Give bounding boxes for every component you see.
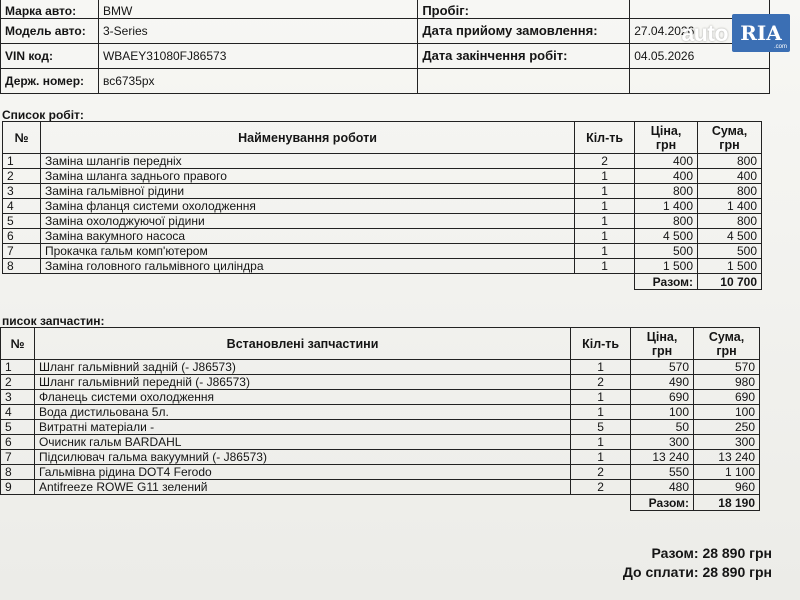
parts-row-name: Витратні матеріали - (34, 420, 570, 435)
works-row-name: Заміна шлангів передніх (40, 154, 574, 169)
vehicle-field-label: Марка авто: (1, 0, 99, 19)
parts-total-value: 18 190 (694, 495, 760, 511)
works-table-row (3, 214, 762, 229)
works-row-number: 7 (3, 244, 41, 259)
vehicle-field-value: BMW (98, 0, 417, 19)
vehicle-field-label: Держ. номер: (1, 69, 99, 94)
works-col-sum: Сума, грн (698, 122, 762, 154)
works-total-blank (3, 274, 635, 290)
parts-table-row (1, 420, 760, 435)
works-row-sum: 800 (698, 184, 762, 199)
parts-row-price: 300 (631, 435, 694, 450)
works-col-num: № (3, 122, 41, 154)
works-section-title: Список робіт: (2, 108, 84, 122)
works-row-number: 4 (3, 199, 41, 214)
vehicle-info-row (1, 44, 770, 69)
parts-row-sum: 13 240 (694, 450, 760, 465)
works-row-sum: 1 500 (698, 259, 762, 274)
parts-row-qty: 1 (571, 405, 631, 420)
works-table-row (3, 184, 762, 199)
works-row-number: 1 (3, 154, 41, 169)
works-row-sum: 800 (698, 154, 762, 169)
works-row-number: 8 (3, 259, 41, 274)
works-row-name: Заміна головного гальмівного циліндра (40, 259, 574, 274)
vehicle-info-row (1, 19, 770, 44)
parts-row-sum: 100 (694, 405, 760, 420)
parts-row-name: Фланець системи охолодження (34, 390, 570, 405)
parts-table-row (1, 375, 760, 390)
works-row-sum: 500 (698, 244, 762, 259)
order-field-label (418, 69, 630, 94)
order-field-value: 27.04.2026 (630, 19, 770, 44)
parts-row-number: 4 (1, 405, 35, 420)
auto-ria-watermark (681, 14, 790, 52)
works-table-row (3, 229, 762, 244)
parts-col-name: Встановлені запчастини (34, 328, 570, 360)
works-row-name: Заміна фланця системи охолодження (40, 199, 574, 214)
works-row-qty: 1 (575, 199, 635, 214)
works-row-qty: 1 (575, 259, 635, 274)
parts-section-title: писок запчастин: (2, 314, 105, 328)
parts-table-row (1, 405, 760, 420)
parts-row-sum: 960 (694, 480, 760, 495)
parts-row-name: Очисник гальм BARDAHL (34, 435, 570, 450)
works-col-name: Найменування роботи (40, 122, 574, 154)
works-table-row (3, 169, 762, 184)
amount-due (623, 564, 772, 580)
parts-row-number: 2 (1, 375, 35, 390)
parts-col-qty: Кіл-ть (571, 328, 631, 360)
works-row-number: 5 (3, 214, 41, 229)
works-row-name: Заміна охолоджуючої рідини (40, 214, 574, 229)
parts-table-row (1, 435, 760, 450)
works-row-qty: 1 (575, 229, 635, 244)
works-row-name: Прокачка гальм комп'ютером (40, 244, 574, 259)
works-row-qty: 1 (575, 169, 635, 184)
parts-row-number: 3 (1, 390, 35, 405)
vehicle-field-value: WBAEY31080FJ86573 (98, 44, 417, 69)
vehicle-field-value: 3-Series (98, 19, 417, 44)
parts-row-price: 490 (631, 375, 694, 390)
parts-row-sum: 300 (694, 435, 760, 450)
grand-total (651, 545, 772, 561)
parts-row-sum: 690 (694, 390, 760, 405)
works-row-name: Заміна вакумного насоса (40, 229, 574, 244)
order-field-value (630, 69, 770, 94)
parts-row-number: 1 (1, 360, 35, 375)
parts-table-row (1, 480, 760, 495)
parts-row-name: Шланг гальмівний передній (- J86573) (34, 375, 570, 390)
works-row-price: 800 (635, 214, 698, 229)
works-row-price: 1 400 (635, 199, 698, 214)
parts-row-sum: 980 (694, 375, 760, 390)
parts-row-qty: 2 (571, 375, 631, 390)
works-col-qty: Кіл-ть (575, 122, 635, 154)
works-total-value: 10 700 (698, 274, 762, 290)
parts-row-number: 7 (1, 450, 35, 465)
works-row-qty: 1 (575, 214, 635, 229)
works-row-qty: 1 (575, 244, 635, 259)
amount-due-label: До сплати: (622, 564, 699, 580)
works-table-row (3, 154, 762, 169)
order-field-value: 04.05.2026 (630, 44, 770, 69)
works-row-qty: 2 (575, 154, 635, 169)
parts-row-price: 480 (631, 480, 694, 495)
works-row-number: 2 (3, 169, 41, 184)
grand-total-label: Разом: (651, 545, 699, 561)
vehicle-field-value: вс6735рх (98, 69, 417, 94)
parts-row-price: 100 (631, 405, 694, 420)
parts-row-name: Гальмівна рідина DOT4 Ferodo (34, 465, 570, 480)
parts-table (0, 327, 760, 511)
works-table (2, 121, 762, 290)
works-row-price: 400 (635, 154, 698, 169)
works-row-sum: 4 500 (698, 229, 762, 244)
works-row-price: 4 500 (635, 229, 698, 244)
vehicle-field-label: VIN код: (1, 44, 99, 69)
parts-col-price: Ціна, грн (631, 328, 694, 360)
parts-table-row (1, 360, 760, 375)
works-row-qty: 1 (575, 184, 635, 199)
vehicle-info-table (0, 0, 770, 94)
parts-row-qty: 1 (571, 390, 631, 405)
parts-row-qty: 2 (571, 480, 631, 495)
parts-row-price: 690 (631, 390, 694, 405)
works-total-row (3, 274, 762, 290)
parts-row-price: 13 240 (631, 450, 694, 465)
parts-row-qty: 1 (571, 360, 631, 375)
parts-row-name: Підсилювач гальма вакуумний (- J86573) (34, 450, 570, 465)
parts-col-num: № (1, 328, 35, 360)
watermark-com-text: .com (773, 44, 787, 50)
vehicle-info-row (1, 0, 770, 19)
parts-table-row (1, 465, 760, 480)
watermark-auto-text: auto (681, 19, 728, 46)
parts-row-number: 6 (1, 435, 35, 450)
works-row-price: 400 (635, 169, 698, 184)
parts-row-qty: 2 (571, 465, 631, 480)
parts-row-price: 550 (631, 465, 694, 480)
parts-row-qty: 1 (571, 450, 631, 465)
parts-row-name: Antifreeze ROWE G11 зелений (34, 480, 570, 495)
parts-row-name: Вода дистильована 5л. (34, 405, 570, 420)
works-row-name: Заміна шланга заднього правого (40, 169, 574, 184)
order-field-label: Дата закінчення робіт: (418, 44, 630, 69)
watermark-ria-text: RIA (740, 21, 782, 45)
works-row-price: 500 (635, 244, 698, 259)
works-row-number: 6 (3, 229, 41, 244)
parts-row-sum: 250 (694, 420, 760, 435)
works-col-price: Ціна, грн (635, 122, 698, 154)
vehicle-field-label: Модель авто: (1, 19, 99, 44)
works-row-number: 3 (3, 184, 41, 199)
parts-row-number: 9 (1, 480, 35, 495)
parts-row-price: 570 (631, 360, 694, 375)
works-table-row (3, 244, 762, 259)
works-row-sum: 400 (698, 169, 762, 184)
amount-due-value: 28 890 грн (702, 564, 772, 580)
parts-row-sum: 1 100 (694, 465, 760, 480)
watermark-ria-logo (732, 14, 790, 52)
parts-total-label: Разом: (631, 495, 694, 511)
parts-row-name: Шланг гальмівний задній (- J86573) (34, 360, 570, 375)
parts-col-sum: Сума, грн (694, 328, 760, 360)
parts-table-row (1, 390, 760, 405)
works-row-name: Заміна гальмівної рідини (40, 184, 574, 199)
parts-row-sum: 570 (694, 360, 760, 375)
works-row-sum: 1 400 (698, 199, 762, 214)
grand-total-value: 28 890 грн (702, 545, 772, 561)
works-table-row (3, 259, 762, 274)
parts-total-blank (1, 495, 631, 511)
parts-row-qty: 5 (571, 420, 631, 435)
parts-row-qty: 1 (571, 435, 631, 450)
vehicle-info-row (1, 69, 770, 94)
works-row-sum: 800 (698, 214, 762, 229)
works-row-price: 800 (635, 184, 698, 199)
works-row-price: 1 500 (635, 259, 698, 274)
parts-row-number: 5 (1, 420, 35, 435)
order-field-label: Дата прийому замовлення: (418, 19, 630, 44)
parts-table-row (1, 450, 760, 465)
parts-row-number: 8 (1, 465, 35, 480)
works-table-row (3, 199, 762, 214)
parts-total-row (1, 495, 760, 511)
parts-row-price: 50 (631, 420, 694, 435)
works-total-label: Разом: (635, 274, 698, 290)
order-field-label: Пробіг: (418, 0, 630, 19)
